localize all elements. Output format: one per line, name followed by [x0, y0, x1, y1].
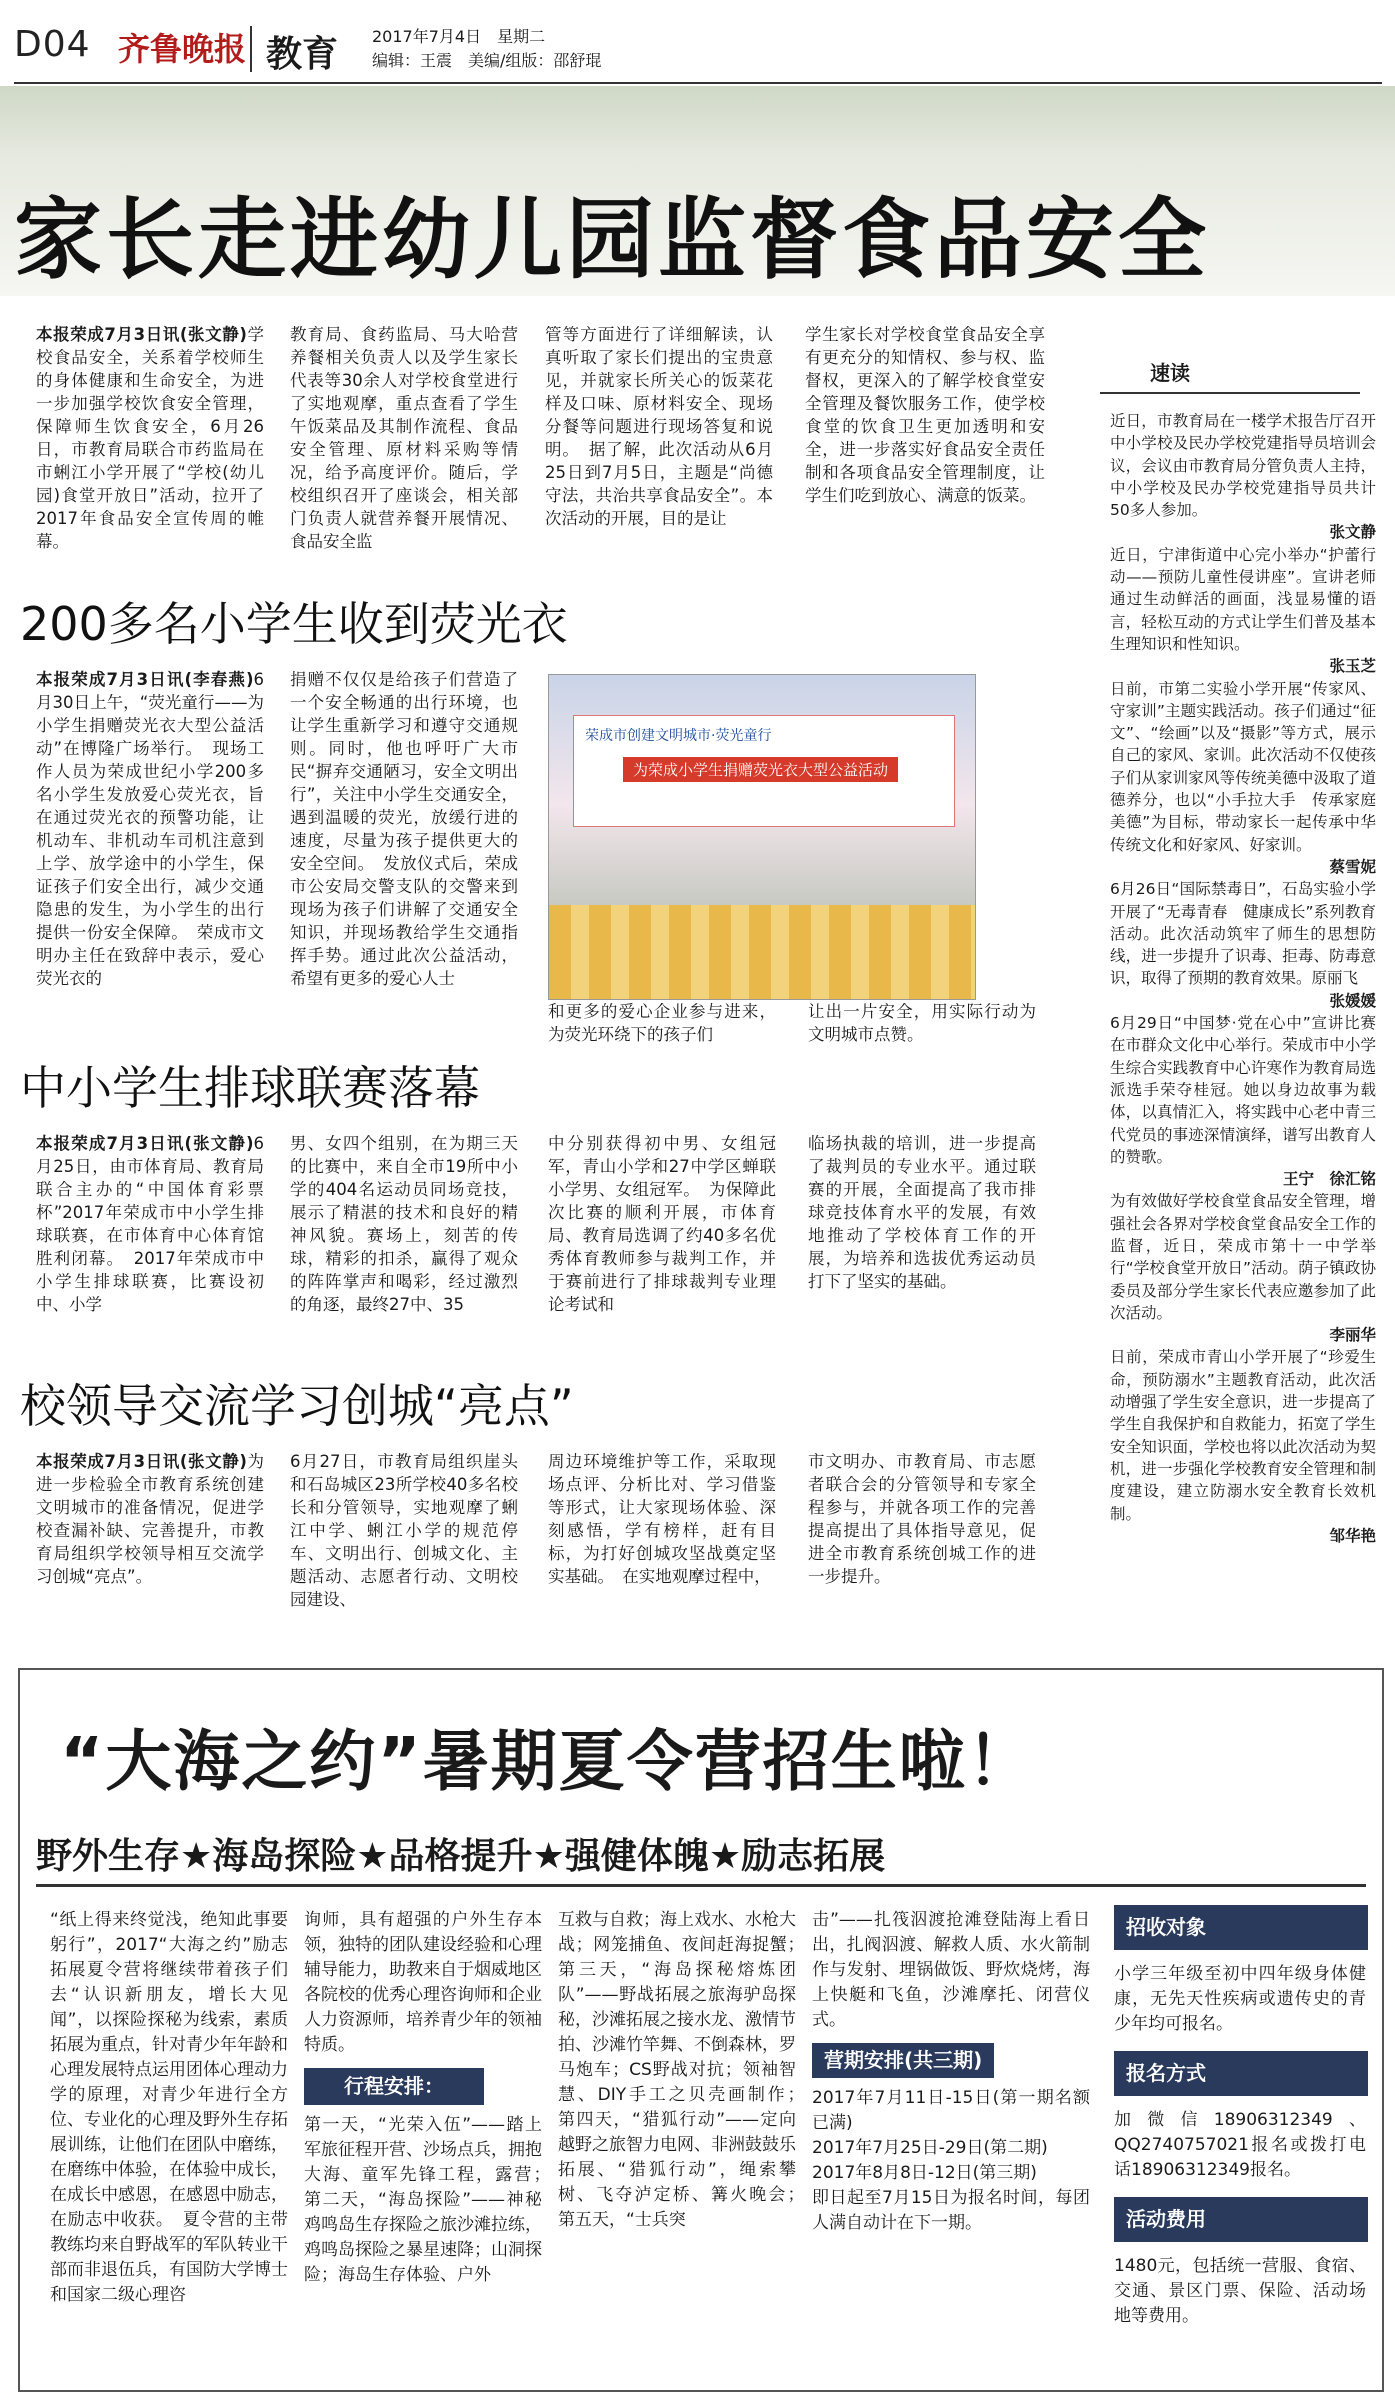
schedule-line: 即日起至7月15日为报名时间，每团人满自动计在下一期。: [812, 2188, 1090, 2233]
page-code: D04: [14, 24, 91, 65]
brief-text: 6月26日“国际禁毒日”，石岛实验小学开展了“无毒青春 健康成长”系列教育活动。此次活动筑牢了师生的思想防线，进一步提升了识毒、拒毒、防毒意识，取得了预期的教育效果。原丽飞: [1110, 880, 1376, 988]
camp-ad-column-1: “纸上得来终觉浅，绝知此事要躬行”，2017“大海之约”励志拓展夏令营将继续带着孩子们去“认识新朋友，增长大见闻”，以探险探秘为线索，素质拓展为重点，针对青少年年龄和心理发展特点运用团体心理动力学的原理，对青少年进行全方位、专业化的心理及野外生存拓展训练，让他们在团队中磨练，在磨练中体验，在体验中成长，在成长中感恩，在感恩中励志，在励志中收获。 夏令营的主带教练均来自野战军的军队转业干部而非退伍兵，有国防大学博士和国家二级心理咨: [50, 1910, 288, 2305]
brief-author: 邹华艳: [1329, 1526, 1376, 1545]
camp-ad-info: [1114, 1905, 1366, 2329]
itinerary-label: 行程安排：: [304, 2068, 484, 2105]
brief-item: [1110, 678, 1376, 879]
schedule-line: 2017年8月8日-12日(第三期): [812, 2163, 1037, 2183]
recruit-text: 小学三年级至初中四年级身体健康，无先天性疾病或遗传史的青少年均可报名。: [1114, 1964, 1366, 2034]
lead-column-2: 教育局、食药监局、马大哈营养餐相关负责人以及学生家长代表等30余人对学校食堂进行了实地观摩，重点查看了学生午饭菜品及其制作流程、食品安全管理、原材料采购等情况，给予高度评价。随后，学校组织召开了座谈会，相关部门负责人就营养餐开展情况、食品安全监: [290, 325, 518, 551]
story2-headline: 200多名小学生收到荧光衣: [20, 597, 568, 651]
brief-author: 张文静: [1329, 523, 1376, 542]
itinerary-text: 第一天，“光荣入伍”——踏上军旅征程开营、沙场点兵，拥抱大海、童军先锋工程，露营； 第二天，“海岛探险”——神秘鸡鸣岛生存探险之旅沙滩拉练，鸡鸣岛探险之暴星速降；山洞探险；海岛生存体验、户外: [304, 2115, 559, 2285]
contact-label: 报名方式: [1114, 2051, 1368, 2096]
camp-intro-text: 询师，具有超强的户外生存本领，独特的团队建设经验和心理辅导能力，助教来自于烟威地区各院校的优秀心理咨询师和企业人力资源师，培养青少年的领袖特质。: [304, 1910, 542, 2055]
lead-byline: 本报荣成7月3日讯(张文静): [36, 325, 247, 344]
brief-item: [1110, 544, 1376, 678]
brief-text: 6月29日“中国梦·党在心中”宣讲比赛在市群众文化中心举行。荣成市中小学生综合实践教育中心许寒作为教育局选派选手荣夺桂冠。她以身边故事为载体，以真情汇入，将实践中心老中青三代党员的事迹深情演绎，谱写出教育人的赞歌。: [1110, 1014, 1376, 1166]
story4-column-4: 市文明办、市教育局、市志愿者联合会的分管领导和专家全程参与，并就各项工作的完善提高提出了具体指导意见，促进全市教育系统创城工作的进一步提升。: [808, 1452, 1036, 1586]
brief-author: 张媛媛: [1329, 991, 1376, 1010]
story2-byline: 本报荣成7月3日讯(李春燕): [36, 670, 254, 689]
brief-text: 日前，市第二实验小学开展“传家风、守家训”主题实践活动。孩子们通过“征文”、“绘画”以及“摄影”等方式，展示自己的家风、家训。此次活动不仅使孩子们从家训家风等传统美德中汲取了道德养分，也以“小手拉大手 传承家庭美德”为目标，带动家长一起传承中华传统文化和好家风、好家训。: [1110, 679, 1376, 854]
story2-column-1: [36, 668, 264, 990]
brief-item: [1110, 1012, 1376, 1190]
lead-column-4: 学生家长对学校食堂食品安全享有更充分的知情权、参与权、监督权，更深入的了解学校食堂安全管理及餐饮服务工作，使学校食堂的饮食卫生更加透明和安全，进一步落实好食品安全责任制和各项食品安全管理制度，让学生们吃到放心、满意的饭菜。: [805, 325, 1045, 505]
brief-author: 王宁 徐汇铭: [1282, 1170, 1376, 1189]
briefs-list: [1110, 410, 1376, 1547]
story4-column-3: 周边环境维护等工作，采取现场点评、分析比对、学习借鉴等形式，让大家现场体验、深刻感悟，学有榜样，赶有目标，为打好创城攻坚战奠定坚实基础。 在实地观摩过程中，: [548, 1452, 776, 1586]
briefs-title: 速读: [1150, 361, 1190, 385]
story2-column-2: 捐赠不仅仅是给孩子们营造了一个安全畅通的出行环境，也让学生重新学习和遵守交通规则。同时，他也呼吁广大市民“摒弃交通陋习，安全文明出行”，关注中小学生交通安全，遇到温暖的荧光，放缓行进的速度，尽量为孩子提供更大的安全空间。 发放仪式后，荣成市公安局交警支队的交警来到现场为孩子们讲解了交通安全知识，并现场教给学生交通指挥手势。通过此次公益活动，希望有更多的爱心人士: [290, 670, 518, 988]
contact-text: 加微信18906312349、QQ2740757021报名或拨打电话18906312349报名。: [1114, 2110, 1366, 2180]
story3-column-2: 男、女四个组别，在为期三天的比赛中，来自全市19所中小学的404名运动员同场竞技，展示了精湛的技术和良好的精神风貌。赛场上，刻苦的传球，精彩的扣杀，赢得了观众的阵阵掌声和喝彩，经过激烈的角逐，最终27中、35: [290, 1134, 518, 1314]
camp-ad-column-2: [304, 1908, 559, 2288]
photo-banner-text-1: 荣成市创建文明城市·荧光童行: [585, 728, 772, 744]
camp-ad-rule: [36, 1884, 1366, 1887]
story4-text-1: 为进一步检验全市教育系统创建文明城市的准备情况，促进学校查漏补缺、完善提升，市教育局组织学校领导相互交流学习创城“亮点”。: [36, 1452, 265, 1586]
brief-text: 日前，荣成市青山小学开展了“珍爱生命，预防溺水”主题教育活动，此次活动增强了学生安全意识，进一步提高了学生自我保护和自救能力，拓宽了学生安全知识面，学校也将以此次活动为契机，进一步强化学校教育安全管理和制度建设，建立防溺水安全教育长效机制。: [1110, 1348, 1376, 1523]
editor-credits: 编辑：王震 美编/组版：邵舒琨: [372, 51, 602, 70]
story4-column-2: 6月27日，市教育局组织崖头和石岛城区23所学校40多名校长和分管领导，实地观摩了蜊江中学、蜊江小学的规范停车、文明出行、创城文化、主题活动、志愿者行动、文明校园建设、: [290, 1452, 518, 1609]
story3-text-1: 6月25日，由市体育局、教育局联合主办的“中国体育彩票杯”2017年荣成市中小学生排球联赛，在市体育中心体育馆胜利闭幕。 2017年荣成市中小学生排球联赛，比赛设初中、小学: [36, 1134, 264, 1314]
story3-column-1: [36, 1132, 264, 1316]
briefs-header: [1100, 344, 1360, 394]
schedule-line: 2017年7月11日-15日(第一期名额已满): [812, 2088, 1090, 2133]
schedule-label: 营期安排(共三期): [812, 2043, 994, 2078]
fee-text: 1480元，包括统一营服、食宿、交通、景区门票、保险、活动场地等费用。: [1114, 2256, 1366, 2326]
lead-headline: 家长走进幼儿园监督食品安全: [14, 188, 1211, 291]
fee-label: 活动费用: [1114, 2197, 1368, 2242]
camp-ad-subtitle: 野外生存★海岛探险★品格提升★强健体魄★励志拓展: [36, 1836, 886, 1877]
brief-author: 张玉芝: [1329, 657, 1376, 676]
story3-column-3: 中分别获得初中男、女组冠军，青山小学和27中学区蝉联小学男、女组冠军。 为保障此次比赛的顺利开展，市体育局、教育局选调了约40多名优秀体育教师参与裁判工作，并于赛前进行了排球裁判专业理论考试和: [548, 1134, 776, 1314]
brief-item: [1110, 878, 1376, 1012]
brief-item: [1110, 410, 1376, 544]
photo-chairs: [549, 905, 975, 999]
issue-date: 2017年7月4日 星期二: [372, 27, 546, 46]
recruit-label: 招收对象: [1114, 1905, 1368, 1950]
lead-text-1: 学校食品安全，关系着学校师生的身体健康和生命安全，为进一步加强学校饮食安全管理，保障师生饮食安全，6月26日，市教育局联合市药监局在市蜊江小学开展了“学校(幼儿园)食堂开放日”活动，拉开了2017年食品安全宣传周的帷幕。: [36, 325, 265, 551]
brief-item: [1110, 1346, 1376, 1547]
story3-column-4: 临场执裁的培训，进一步提高了裁判员的专业水平。通过联赛的开展，全面提高了我市排球竞技体育水平的发展，有效地推动了学校体育工作的开展，为培养和选拔优秀运动员打下了坚实的基础。: [808, 1134, 1036, 1291]
story3-headline: 中小学生排球联赛落幕: [20, 1061, 480, 1115]
story4-column-1: [36, 1450, 264, 1588]
photo-banner-text-2: 为荣成小学生捐赠荧光衣大型公益活动: [623, 757, 898, 782]
itinerary-text-cont: 击”——扎筏泅渡抢滩登陆海上看日出，扎阀泅渡、解救人质、水火箭制作与发射、埋锅做饭、野炊烧烤，海上快艇和飞鱼，沙滩摩托、闭营仪式。: [812, 1910, 1090, 2030]
camp-ad-title: “大海之约”暑期夏令营招生啦！: [60, 1723, 1035, 1800]
story2-photo: [548, 674, 976, 1000]
brief-text: 近日，市教育局在一楼学术报告厅召开中小学校及民办学校党建指导员培训会议，会议由市教育局分管负责人主持，中小学校及民办学校党建指导员共计50多人参加。: [1110, 412, 1376, 520]
story4-byline: 本报荣成7月3日讯(张文静): [36, 1452, 247, 1471]
camp-ad-column-4: [812, 1908, 1090, 2236]
story4-headline: 校领导交流学习创城“亮点”: [20, 1379, 574, 1433]
brief-text: 近日，宁津街道中心完小举办“护蕾行动——预防儿童性侵讲座”。宣讲老师通过生动鲜活的画面，浅显易懂的语言，轻松互动的方式让学生们普及基本生理知识和性知识。: [1110, 545, 1376, 653]
story2-column-4: 让出一片安全，用实际行动为文明城市点赞。: [808, 1002, 1036, 1044]
story2-text-1: 6月30日上午，“荧光童行——为小学生捐赠荧光衣大型公益活动”在博隆广场举行。 现场工作人员为荣成世纪小学200多名小学生发放爱心荧光衣，旨在通过荧光衣的预警功能，让机动车、非机动车司机注意到上学、放学途中的小学生，保证孩子们安全出行，减少交通隐患的发生，为小学生的出行提供一份安全保障。 荣成市文明办主任在致辞中表示，爱心荧光衣的: [36, 670, 264, 988]
paper-logo: 齐鲁晚报: [118, 30, 247, 68]
camp-ad-column-3: 互救与自救；海上戏水、水枪大战；网笼捕鱼、夜间赶海捉蟹； 第三天，“海岛探秘熔炼团队”——野战拓展之旅海驴岛探秘，沙滩拓展之接水龙、激情节拍、沙滩竹竿舞、不倒森林，罗马炮车；CS野战对抗；领袖智慧、DIY手工之贝壳画制作； 第四天，“猎狐行动”——定向越野之旅智力电网、非洲鼓鼓乐拓展、“猎狐行动”，绳索攀树、飞夺泸定桥、篝火晚会； 第五天，“士兵突: [558, 1910, 813, 2230]
schedule-line: 2017年7月25日-29日(第二期): [812, 2138, 1048, 2158]
section-title: 教育: [266, 34, 339, 75]
header-rule: [14, 82, 1382, 84]
story2-column-3: 和更多的爱心企业参与进来，为荧光环绕下的孩子们: [548, 1002, 776, 1044]
brief-text: 为有效做好学校食堂食品安全管理，增强社会各界对学校食堂食品安全工作的监督，近日，荣成市第十一中学举行“学校食堂开放日”活动。荫子镇政协委员及部分学生家长代表应邀参加了此次活动。: [1110, 1192, 1376, 1322]
lead-column-3: 管等方面进行了详细解读，认真听取了家长们提出的宝贵意见，并就家长所关心的饭菜花样及口味、原材料安全、现场分餐等问题进行现场答复和说明。 据了解，此次活动从6月25日到7月5日，主题是“尚德守法，共治共享食品安全”。本次活动的开展，目的是让: [545, 325, 773, 528]
story3-byline: 本报荣成7月3日讯(张文静): [36, 1134, 254, 1153]
brief-author: 李丽华: [1329, 1326, 1376, 1345]
lead-column-1: [36, 323, 264, 553]
brief-author: 蔡雪妮: [1329, 857, 1376, 876]
brief-item: [1110, 1190, 1376, 1346]
header-divider: [250, 26, 252, 72]
